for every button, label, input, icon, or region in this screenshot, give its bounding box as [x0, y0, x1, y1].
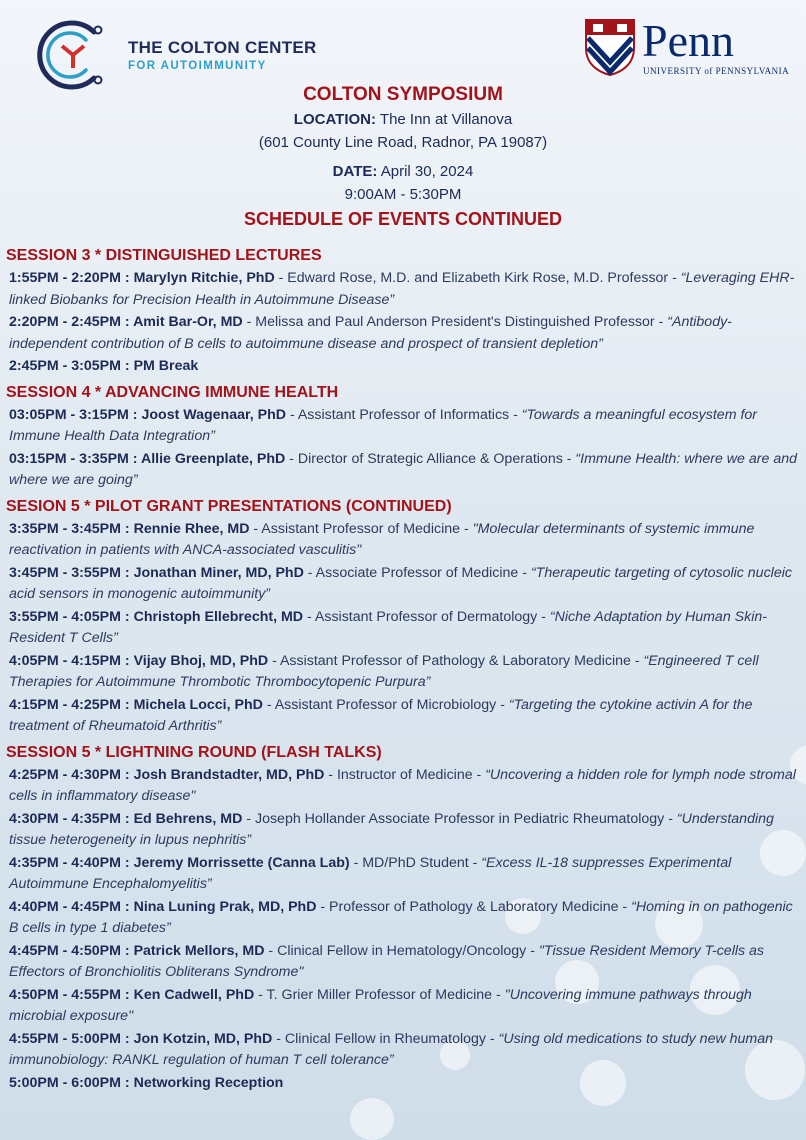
entry-separator: :	[120, 608, 134, 625]
entry-speaker: Amit Bar-Or, MD	[133, 314, 243, 330]
entry-speaker: Ed Behrens, MD	[133, 810, 243, 827]
schedule-entry	[6, 1073, 802, 1096]
location-value: The Inn at Villanova	[379, 111, 513, 128]
schedule-entry	[6, 765, 802, 809]
entry-talk-title: “Targeting the cytokine activin A for the treatment of Rheumatoid Arthritis”	[9, 696, 753, 734]
schedule-entry	[6, 897, 802, 941]
penn-shield-icon	[584, 18, 636, 76]
entry-description: - Director of Strategic Alliance & Operations -	[285, 450, 576, 467]
header	[0, 0, 806, 90]
schedule-list	[6, 242, 802, 1095]
entry-talk-title: "Uncovering immune pathways through microbial exposure"	[9, 986, 752, 1024]
entry-description: - Joseph Hollander Associate Professor in Pediatric Rheumatology -	[242, 810, 677, 827]
entry-description: - T. Grier Miller Professor of Medicine -	[254, 986, 505, 1003]
entry-description: - Assistant Professor of Informatics -	[286, 406, 522, 423]
decorative-bubble	[350, 1098, 394, 1140]
entry-time: 4:55PM - 5:00PM	[9, 1030, 121, 1047]
entry-description: - Melissa and Paul Anderson President's Distinguished Professor -	[242, 314, 668, 330]
entry-time: 4:30PM - 4:35PM	[9, 810, 121, 827]
entry-separator: :	[120, 564, 134, 581]
entry-speaker: Allie Greenplate, PhD	[140, 450, 286, 467]
entry-separator: :	[120, 986, 134, 1003]
entry-talk-title: “Uncovering a hidden role for lymph node stromal cells in inflammatory disease"	[9, 766, 796, 804]
entry-description: - Edward Rose, M.D. and Elizabeth Kirk Rose, M.D. Professor -	[274, 270, 681, 286]
entry-description: - Professor of Pathology & Laboratory Medicine -	[316, 898, 632, 915]
entry-time: 3:55PM - 4:05PM	[9, 608, 121, 625]
time-line: 9:00AM - 5:30PM	[344, 186, 462, 203]
session-title: SESION 5 * PILOT GRANT PRESENTATIONS (CONTINUED)	[6, 497, 452, 515]
entry-speaker: Ken Cadwell, PhD	[133, 986, 255, 1003]
entry-talk-title: “Towards a meaningful ecosystem for Immune Health Data Integration”	[9, 406, 758, 444]
entry-talk-title: “Engineered T cell Therapies for Autoimmune Thrombotic Thrombocytopenic Purpura”	[9, 652, 759, 690]
entry-separator: :	[120, 766, 134, 783]
penn-wordmark: Penn	[642, 15, 734, 66]
entry-speaker: PM Break	[133, 358, 199, 374]
entry-separator: :	[120, 652, 134, 669]
entry-time: 5:00PM - 6:00PM	[9, 1074, 121, 1091]
schedule-entry	[6, 941, 802, 985]
entry-time: 4:50PM - 4:55PM	[9, 986, 121, 1003]
entry-speaker: Jeremy Morrissette (Canna Lab)	[133, 854, 350, 871]
entry-speaker: Nina Luning Prak, MD, PhD	[133, 898, 317, 915]
entry-description: - Assistant Professor of Microbiology -	[262, 696, 509, 713]
entry-description: - Assistant Professor of Pathology & Laboratory Medicine -	[268, 652, 644, 669]
schedule-entry	[6, 449, 802, 493]
entry-separator: :	[120, 696, 134, 713]
entry-separator: :	[120, 1074, 134, 1091]
entry-separator: :	[120, 898, 134, 915]
entry-speaker: Joost Wagenaar, PhD	[141, 406, 287, 423]
entry-speaker: Marylyn Ritchie, PhD	[133, 270, 275, 286]
entry-time: 2:20PM - 2:45PM	[9, 314, 121, 330]
entry-time: 4:45PM - 4:50PM	[9, 942, 121, 959]
entry-separator: :	[120, 358, 134, 374]
entry-talk-title: “Homing in on pathogenic B cells in type 1 diabetes”	[9, 898, 793, 936]
schedule-entry	[6, 563, 802, 607]
schedule-entry	[6, 853, 802, 897]
entry-separator: :	[128, 450, 141, 467]
entry-talk-title: “Niche Adaptation by Human Skin-Resident T Cells”	[9, 608, 767, 646]
entry-speaker: Josh Brandstadter, MD, PhD	[133, 766, 325, 783]
entry-speaker: Rennie Rhee, MD	[133, 520, 250, 537]
colton-center-subtitle: FOR AUTOIMMUNITY	[128, 60, 267, 72]
schedule-entry	[6, 356, 802, 379]
address-line: (601 County Line Road, Radnor, PA 19087)	[258, 134, 548, 151]
entry-talk-title: “Using old medications to study new human immunobiology: RANKL regulation of human T cell tolerance”	[9, 1030, 774, 1068]
entry-separator: :	[120, 942, 134, 959]
location-line	[0, 111, 806, 128]
entry-time: 3:35PM - 3:45PM	[9, 520, 121, 537]
entry-time: 1:55PM - 2:20PM	[9, 270, 121, 286]
entry-separator: :	[120, 854, 134, 871]
entry-time: 4:15PM - 4:25PM	[9, 696, 121, 713]
entry-talk-title: “Excess IL-18 suppresses Experimental Autoimmune Encephalomyelitis”	[9, 854, 732, 892]
entry-description: - Assistant Professor of Medicine -	[249, 520, 473, 537]
session-title: SESSION 5 * LIGHTNING ROUND (FLASH TALKS)	[6, 743, 382, 761]
entry-speaker: Jonathan Miner, MD, PhD	[133, 564, 304, 581]
entry-description: - Associate Professor of Medicine -	[303, 564, 531, 581]
location-label: LOCATION:	[293, 111, 376, 128]
schedule-entry	[6, 695, 802, 739]
schedule-entry	[6, 312, 802, 356]
entry-time: 2:45PM - 3:05PM	[9, 358, 121, 374]
entry-separator: :	[128, 406, 142, 423]
schedule-entry	[6, 519, 802, 563]
schedule-entry	[6, 809, 802, 853]
entry-separator: :	[120, 520, 134, 537]
penn-subtitle: UNIVERSITY of PENNSYLVANIA	[643, 66, 790, 76]
entry-description: - Instructor of Medicine -	[324, 766, 486, 783]
entry-time: 4:35PM - 4:40PM	[9, 854, 121, 871]
entry-talk-title: "Tissue Resident Memory T-cells as Effectors of Bronchiolitis Obliterans Syndrome"	[9, 942, 765, 980]
colton-center-name: THE COLTON CENTER	[128, 38, 317, 57]
entry-separator: :	[120, 1030, 134, 1047]
date-label: DATE:	[332, 163, 378, 180]
date-value: April 30, 2024	[380, 163, 474, 180]
schedule-entry	[6, 405, 802, 449]
entry-speaker: Jon Kotzin, MD, PhD	[133, 1030, 273, 1047]
entry-description: - Clinical Fellow in Hematology/Oncology -	[264, 942, 539, 959]
entry-separator: :	[120, 810, 134, 827]
session-title: SESSION 3 * DISTINGUISHED LECTURES	[6, 247, 322, 264]
schedule-title: SCHEDULE OF EVENTS CONTINUED	[243, 209, 563, 229]
symposium-title: COLTON SYMPOSIUM	[303, 84, 503, 105]
entry-time: 03:15PM - 3:35PM	[9, 450, 129, 467]
entry-talk-title: “Antibody-independent contribution of B cells to autoimmune disease and prospect of transient depletion”	[9, 314, 732, 352]
entry-time: 3:45PM - 3:55PM	[9, 564, 121, 581]
schedule-entry	[6, 268, 802, 312]
schedule-entry	[6, 1029, 802, 1073]
entry-time: 03:05PM - 3:15PM	[9, 406, 129, 423]
entry-talk-title: "Molecular determinants of systemic immune reactivation in patients with ANCA-associated vasculitis"	[9, 520, 755, 558]
entry-talk-title: “Therapeutic targeting of cytosolic nucleic acid sensors in monogenic autoimmunity”	[9, 564, 792, 602]
entry-speaker: Vijay Bhoj, MD, PhD	[133, 652, 269, 669]
entry-time: 4:05PM - 4:15PM	[9, 652, 121, 669]
entry-description: - Clinical Fellow in Rheumatology -	[272, 1030, 499, 1047]
schedule-entry	[6, 985, 802, 1029]
entry-talk-title: “Immune Health: where we are and where we are going”	[9, 450, 797, 488]
session-title: SESSION 4 * ADVANCING IMMUNE HEALTH	[6, 383, 339, 401]
entry-description: - Assistant Professor of Dermatology -	[303, 608, 550, 625]
entry-time: 4:40PM - 4:45PM	[9, 898, 121, 915]
schedule-entry	[6, 651, 802, 695]
entry-speaker: Networking Reception	[133, 1074, 284, 1091]
entry-description: - MD/PhD Student -	[349, 854, 482, 871]
date-line	[0, 163, 806, 180]
entry-separator: :	[120, 314, 134, 330]
entry-separator: :	[120, 270, 134, 286]
entry-talk-title: “Understanding tissue heterogeneity in lupus nephritis”	[9, 810, 774, 848]
schedule-entry	[6, 607, 802, 651]
entry-time: 4:25PM - 4:30PM	[9, 766, 121, 783]
entry-speaker: Michela Locci, PhD	[133, 696, 263, 713]
entry-speaker: Patrick Mellors, MD	[133, 942, 265, 959]
entry-speaker: Christoph Ellebrecht, MD	[133, 608, 304, 625]
entry-talk-title: “Leveraging EHR-linked Biobanks for Precision Health in Autoimmune Disease”	[9, 270, 795, 308]
